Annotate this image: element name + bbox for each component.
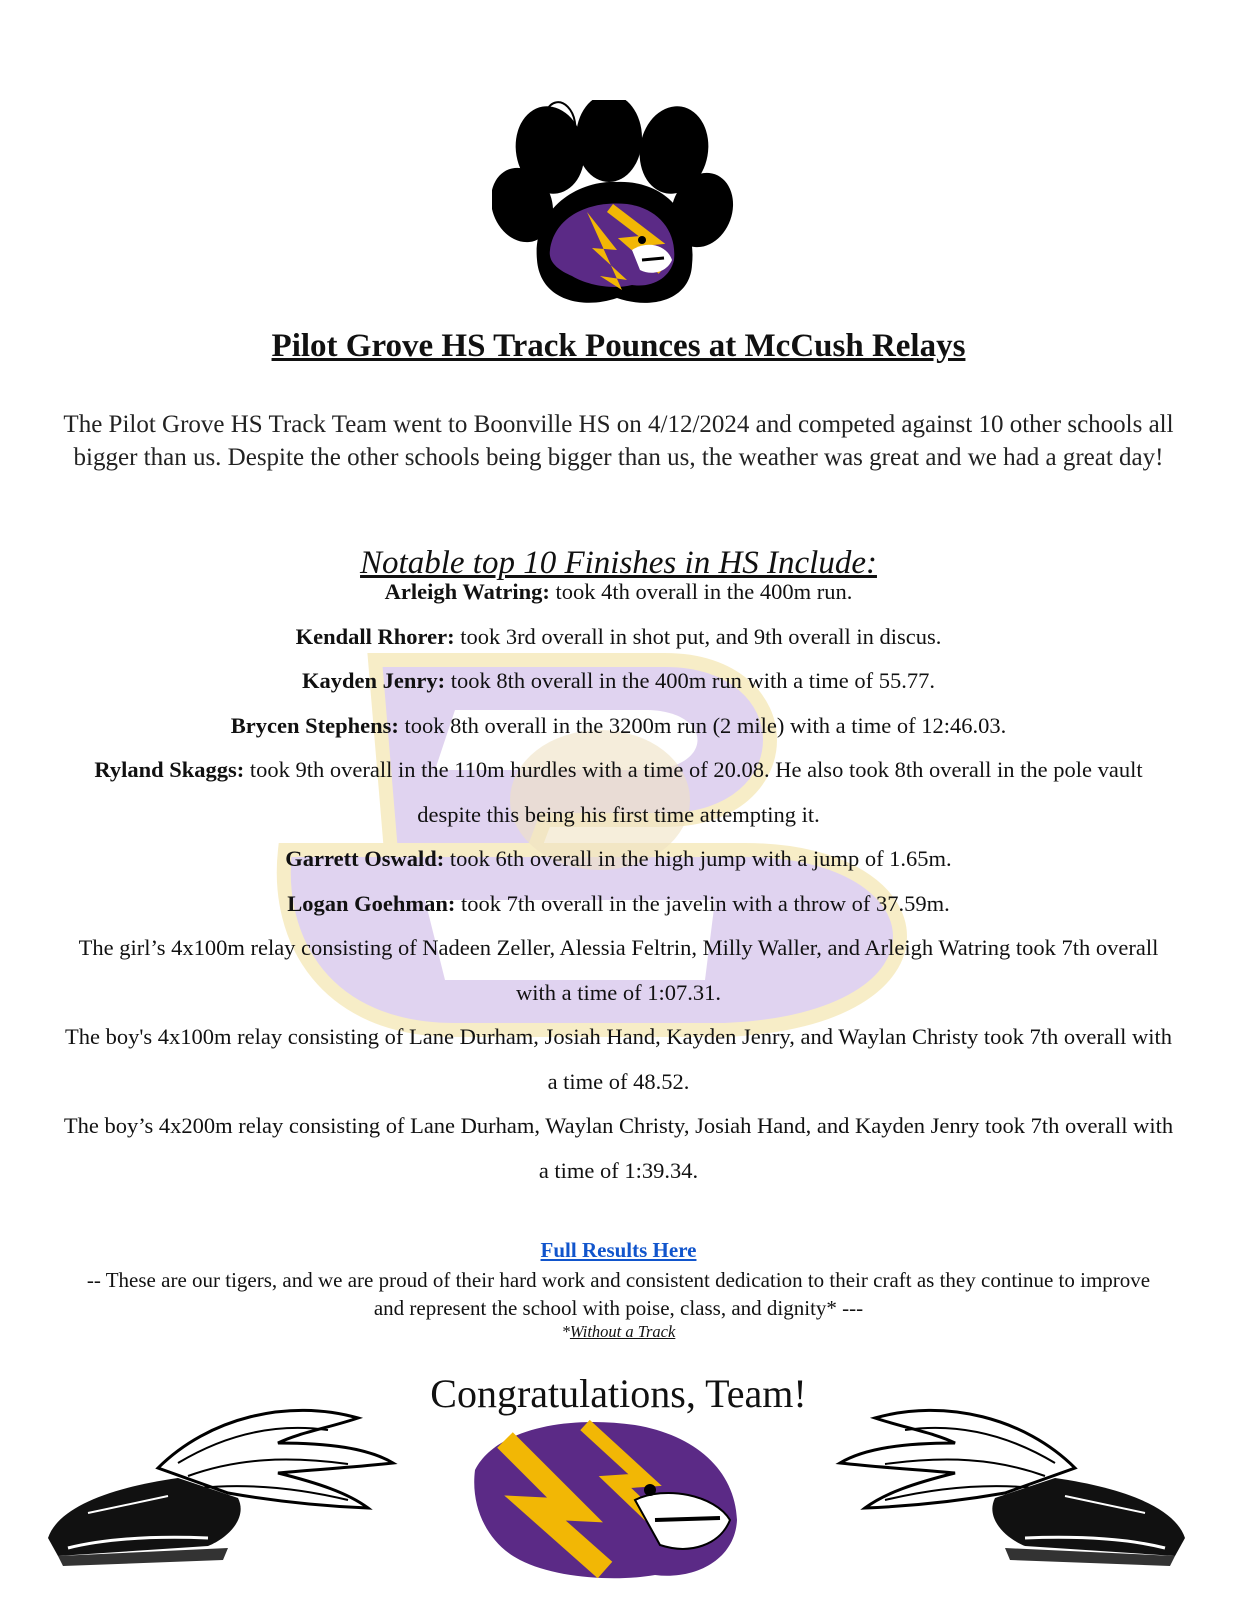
winged-shoe-right-icon xyxy=(830,1388,1205,1568)
congrats-heading: Congratulations, Team! xyxy=(430,1371,807,1416)
result-text: took 9th overall in the 110m hurdles with a time of 20.08. He also took 8th overall in the pole vault despite this being his first time attempting it. xyxy=(244,757,1143,827)
closing-statement: -- These are our tigers, and we are proud of their hard work and consistent dedication to their craft as they continue to improve and represent the school with poise, class, and dignity* --- xyxy=(86,1268,1151,1320)
full-results-link[interactable]: Full Results Here xyxy=(540,1238,697,1262)
result-text: took 6th overall in the high jump with a jump of 1.65m. xyxy=(444,846,952,871)
footnote xyxy=(0,1322,1237,1342)
athlete-name: Ryland Skaggs: xyxy=(94,757,245,782)
result-text: took 7th overall in the javelin with a throw of 37.59m. xyxy=(455,890,950,916)
results-list xyxy=(60,570,1177,1193)
result-item xyxy=(60,837,1177,882)
athlete-name: Logan Goehman: xyxy=(287,890,456,916)
result-item xyxy=(60,570,1177,615)
result-item xyxy=(60,882,1177,927)
result-item xyxy=(60,748,1177,837)
result-item xyxy=(60,659,1177,704)
footnote-star: * xyxy=(561,1322,570,1341)
intro-paragraph: The Pilot Grove HS Track Team went to Boonville HS on 4/12/2024 and competed against 10 other schools all bigger than us. Despite the other schools being bigger than us, the weather was great and we had a great day! xyxy=(63,411,1174,471)
result-item xyxy=(60,704,1177,749)
athlete-name: Kendall Rhorer: xyxy=(295,623,455,649)
result-text: took 3rd overall in shot put, and 9th overall in discus. xyxy=(454,623,942,649)
section-heading: Notable top 10 Finishes in HS Include: xyxy=(360,545,877,581)
result-text: took 8th overall in the 400m run with a time of 55.77. xyxy=(445,668,936,693)
paw-tiger-logo xyxy=(492,100,742,312)
athlete-name: Kayden Jenry: xyxy=(301,668,446,693)
relay-item: The boy’s 4x200m relay consisting of Lane Durham, Waylan Christy, Josiah Hand, and Kayden Jenry took 7th overall with a time of 1:39.34. xyxy=(63,1113,1174,1183)
result-text: took 8th overall in the 3200m run (2 mile) with a time of 12:46.03. xyxy=(398,712,1007,738)
result-text: took 4th overall in the 400m run. xyxy=(549,579,853,604)
relay-item: The boy's 4x100m relay consisting of Lane Durham, Josiah Hand, Kayden Jenry, and Waylan Christy took 7th overall with a time of 48.52. xyxy=(64,1024,1173,1094)
page-title: Pilot Grove HS Track Pounces at McCush Relays xyxy=(271,328,966,364)
athlete-name: Garrett Oswald: xyxy=(285,846,445,871)
footnote-text: Without a Track xyxy=(569,1322,676,1341)
relay-item: The girl’s 4x100m relay consisting of Nadeen Zeller, Alessia Feltrin, Milly Waller, and Arleigh Watring took 7th overall with a time of 1:07.31. xyxy=(78,935,1159,1005)
winged-shoe-left-icon xyxy=(28,1388,403,1568)
result-item xyxy=(60,615,1177,660)
athlete-name: Arleigh Watring: xyxy=(384,579,550,604)
tiger-mascot-icon xyxy=(465,1410,745,1585)
athlete-name: Brycen Stephens: xyxy=(230,712,399,738)
